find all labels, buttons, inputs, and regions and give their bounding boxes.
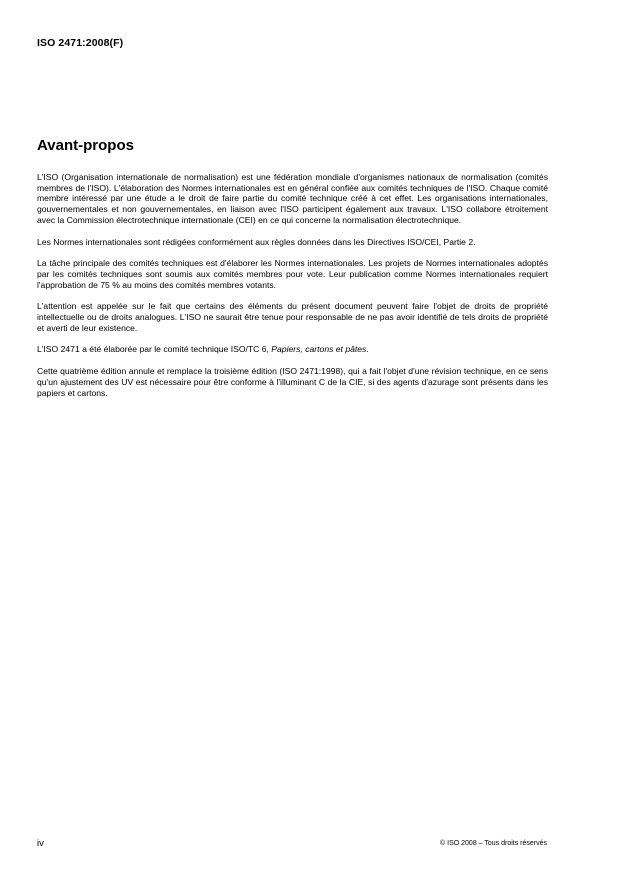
paragraph-edition: Cette quatrième édition annule et remplace la troisième édition (ISO 2471:1998), qui a fait l'objet d'une révision technique, en ce sens qu'un ajustement des UV est nécessaire pour être conforme à l'illuminant C de la CIE, si des agents d'azurage sont présents dans les papiers et cartons.	[37, 366, 548, 398]
prepared-by-end: .	[366, 344, 369, 355]
paragraph-iso-organisation: L'ISO (Organisation internationale de normalisation) est une fédération mondiale d'organismes nationaux de normalisation (comités membres de l'ISO). L'élaboration des Normes internationales est en général confiée aux comités techniques de l'ISO. Chaque comité membre intéressé par une étude a le droit de faire partie du comité technique créé à cet effet. Les organisations internationales, gouvernementales et non gouvernementales, en liaison avec l'ISO participent également aux travaux. L'ISO collabore étroitement avec la Commission électrotechnique internationale (CEI) en ce qui concerne la normalisation électrotechnique.	[37, 172, 548, 225]
committee-title: Papiers, cartons et pâtes	[271, 344, 367, 355]
page-number: iv	[37, 838, 44, 849]
document-header: ISO 2471:2008(F)	[37, 37, 124, 49]
paragraph-directives: Les Normes internationales sont rédigées conformément aux règles données dans les Directives ISO/CEI, Partie 2.	[37, 236, 476, 247]
paragraph-technical-committees: La tâche principale des comités techniques est d'élaborer les Normes internationales. Les projets de Normes internationales adoptés par les comités techniques sont soumis aux comités membres pour vote. Leur publication comme Normes internationales requiert l'approbation de 75 % au moins des comités membres votants.	[37, 258, 548, 290]
paragraph-prepared-by	[37, 344, 548, 355]
prepared-by-text: L'ISO 2471 a été élaborée par le comité technique ISO/TC 6,	[37, 344, 272, 355]
paragraph-patent-rights: L'attention est appelée sur le fait que certains des éléments du présent document peuvent faire l'objet de droits de propriété intellectuelle ou de droits analogues. L'ISO ne saurait être tenue pour responsable de ne pas avoir identifié de tels droits de propriété et averti de leur existence.	[37, 301, 548, 333]
copyright-notice: © ISO 2008 – Tous droits réservés	[440, 840, 547, 847]
section-title: Avant-propos	[37, 137, 134, 154]
foreword-body	[37, 172, 548, 409]
